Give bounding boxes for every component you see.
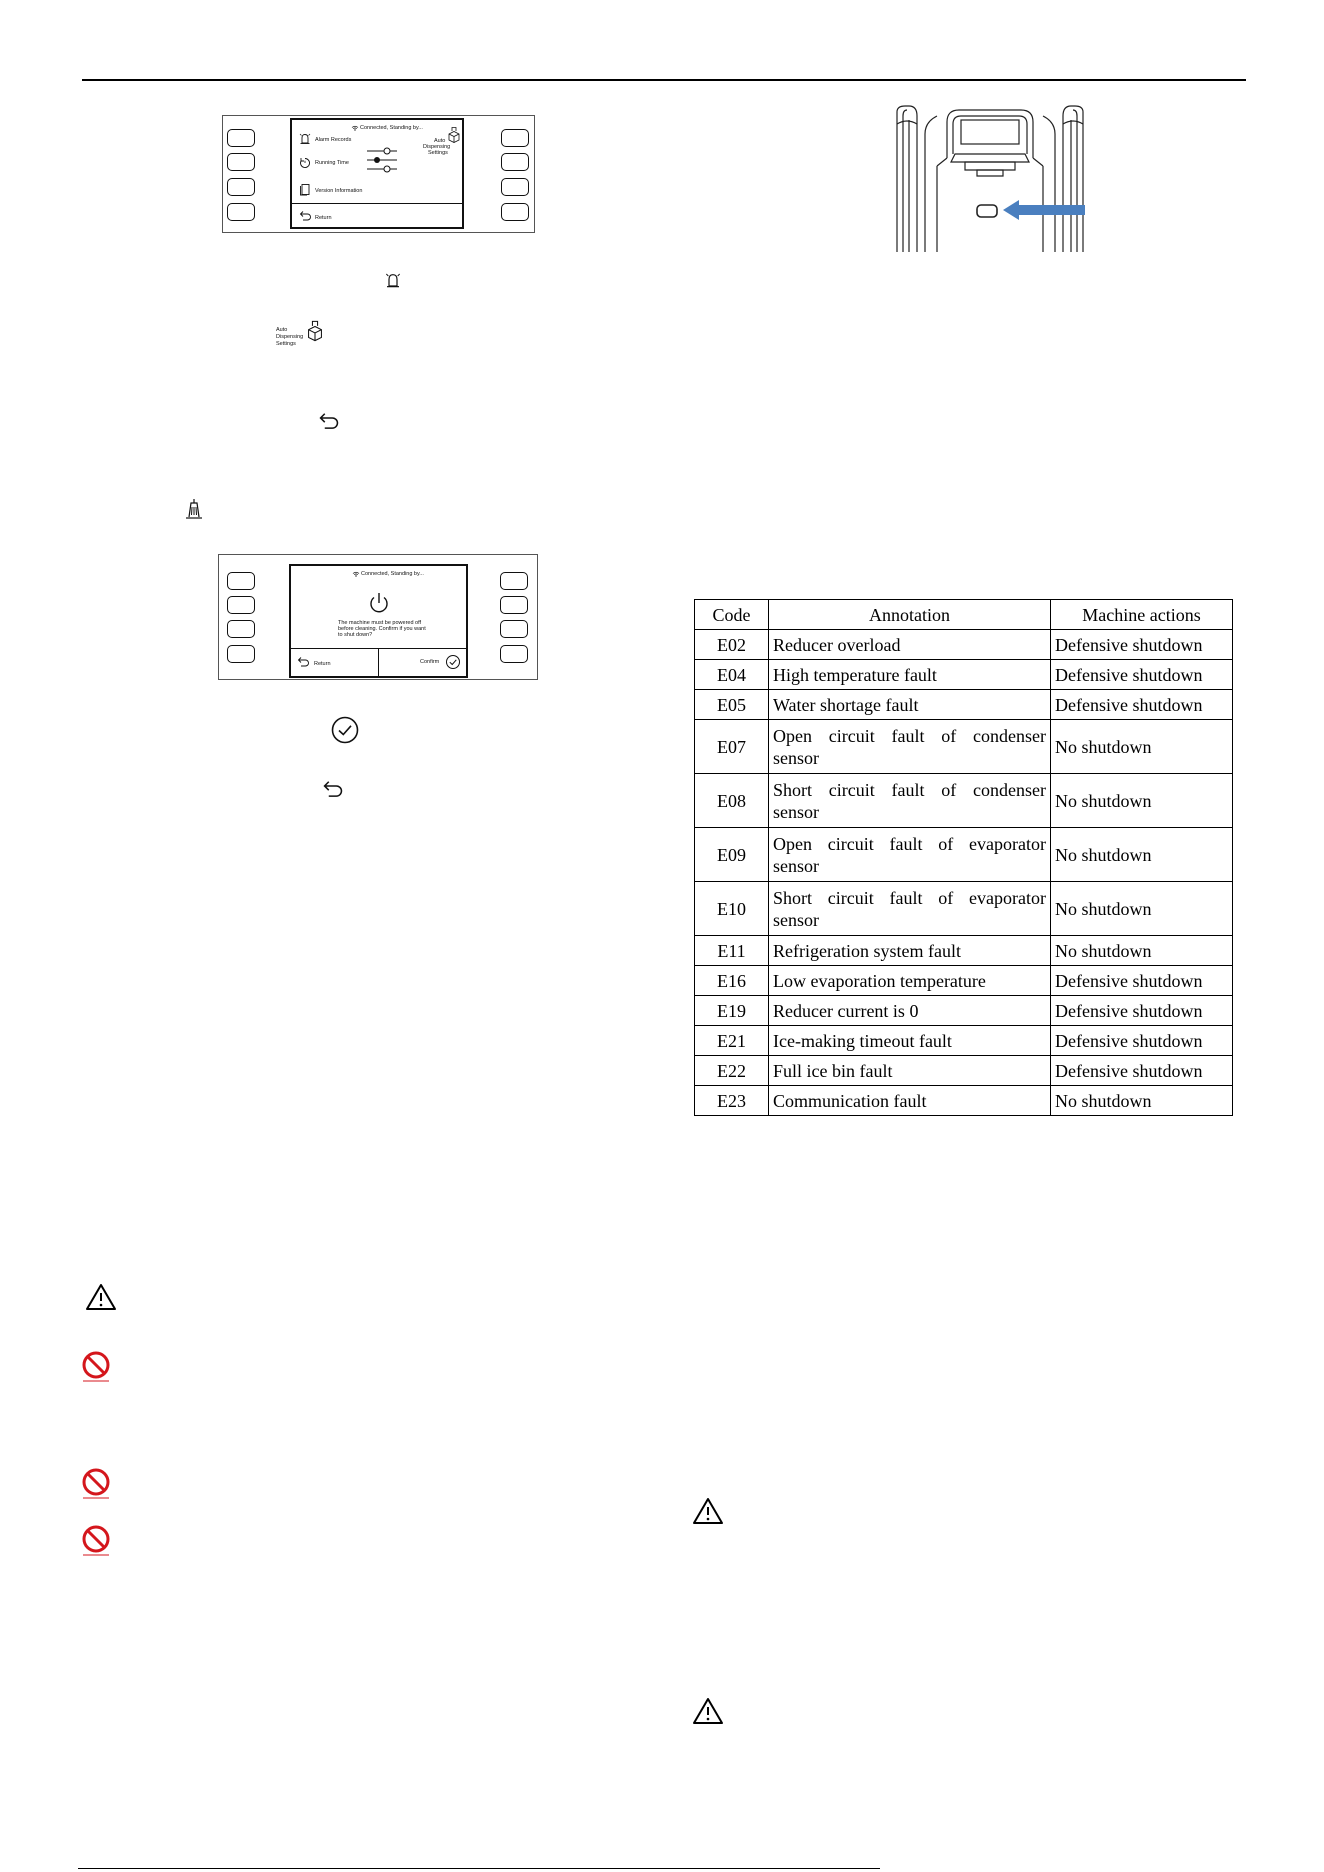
- status-text: Connected, Standing by...: [360, 125, 423, 131]
- return-arrow-icon: [318, 411, 340, 430]
- cell-action: Defensive shutdown: [1051, 1026, 1233, 1056]
- check-circle-icon: [445, 654, 461, 670]
- shutdown-message-line-1: The machine must be powered off: [338, 620, 422, 626]
- menu-running-time: Running Time: [315, 160, 349, 166]
- shutdown-message-line-2: before cleaning. Confirm if you want: [338, 626, 426, 632]
- panel-key-right-1: [501, 129, 529, 147]
- panel-key-right-2: [501, 153, 529, 171]
- prohibited-icon: [80, 1467, 112, 1499]
- table-row: [695, 1086, 1233, 1116]
- wifi-icon: [352, 571, 360, 577]
- cell-code: E11: [695, 936, 769, 966]
- warning-triangle-icon: [692, 1697, 724, 1725]
- cell-annotation: High temperature fault: [769, 660, 1051, 690]
- cell-annotation: Full ice bin fault: [769, 1056, 1051, 1086]
- cell-code: E07: [695, 720, 769, 774]
- machine-front-illustration: [895, 104, 1085, 252]
- power-icon: [367, 591, 391, 615]
- panel-key-left-1: [227, 572, 255, 590]
- panel-key-right-4: [501, 203, 529, 221]
- panel-key-left-2: [227, 596, 255, 614]
- cell-annotation: Open circuit fault of evaporator sensor: [769, 828, 1051, 882]
- cell-code: E23: [695, 1086, 769, 1116]
- panel-key-left-3: [227, 178, 255, 196]
- table-row: [695, 690, 1233, 720]
- sliders-icon: [365, 147, 399, 173]
- cell-code: E04: [695, 660, 769, 690]
- cell-annotation: Water shortage fault: [769, 690, 1051, 720]
- cell-action: No shutdown: [1051, 1086, 1233, 1116]
- menu-auto-line-2: Dispensing: [423, 144, 451, 150]
- cell-code: E16: [695, 966, 769, 996]
- return-arrow-icon: [297, 656, 310, 667]
- cell-code: E19: [695, 996, 769, 1026]
- panel-key-right-4: [500, 645, 528, 663]
- inline-auto-line-1: Auto: [276, 327, 288, 333]
- cell-code: E09: [695, 828, 769, 882]
- alarm-icon: [299, 132, 311, 145]
- status-text: Connected, Standing by...: [361, 571, 424, 577]
- cell-code: E22: [695, 1056, 769, 1086]
- table-row: [695, 882, 1233, 936]
- document-icon: [299, 183, 311, 196]
- panel-key-right-2: [500, 596, 528, 614]
- cell-code: E21: [695, 1026, 769, 1056]
- panel-screen-shutdown: [289, 564, 468, 678]
- panel-key-right-3: [501, 178, 529, 196]
- panel-key-right-1: [500, 572, 528, 590]
- inline-auto-line-2: Dispensing: [276, 334, 304, 340]
- cell-action: Defensive shutdown: [1051, 996, 1233, 1026]
- cell-annotation: Reducer current is 0: [769, 996, 1051, 1026]
- screen-vertical-divider: [378, 648, 379, 676]
- cell-annotation: Short circuit fault of evaporator sensor: [769, 882, 1051, 936]
- cell-action: Defensive shutdown: [1051, 660, 1233, 690]
- cell-action: Defensive shutdown: [1051, 690, 1233, 720]
- table-row: [695, 774, 1233, 828]
- box-icon: [306, 319, 324, 343]
- alarm-icon: [385, 271, 401, 289]
- confirm-label: Confirm: [420, 659, 440, 665]
- menu-version-information: Version Information: [315, 188, 363, 194]
- table-row: [695, 720, 1233, 774]
- return-arrow-icon: [299, 210, 312, 221]
- control-panel-figure-menu: [222, 115, 535, 233]
- check-circle-icon: [330, 715, 360, 745]
- cell-annotation: Open circuit fault of condenser sensor: [769, 720, 1051, 774]
- control-panel-figure-shutdown: [218, 554, 538, 680]
- cell-action: No shutdown: [1051, 936, 1233, 966]
- cell-action: No shutdown: [1051, 774, 1233, 828]
- cell-annotation: Communication fault: [769, 1086, 1051, 1116]
- table-row: [695, 828, 1233, 882]
- table-row: [695, 1056, 1233, 1086]
- wifi-icon: [351, 125, 359, 131]
- warning-triangle-icon: [85, 1283, 117, 1311]
- warning-triangle-icon: [692, 1497, 724, 1525]
- menu-auto-line-1: Auto: [434, 138, 446, 144]
- return-label: Return: [315, 215, 332, 221]
- cell-action: No shutdown: [1051, 882, 1233, 936]
- cell-action: No shutdown: [1051, 828, 1233, 882]
- table-row: [695, 630, 1233, 660]
- prohibited-icon: [80, 1350, 112, 1382]
- cell-code: E02: [695, 630, 769, 660]
- screen-divider: [292, 203, 462, 204]
- panel-screen-menu: [290, 118, 464, 229]
- cell-annotation: Refrigeration system fault: [769, 936, 1051, 966]
- table-row: [695, 660, 1233, 690]
- prohibited-icon: [80, 1524, 112, 1556]
- menu-auto-line-3: Settings: [428, 150, 448, 156]
- return-label: Return: [314, 661, 331, 667]
- inline-auto-line-3: Settings: [276, 341, 296, 347]
- cell-code: E10: [695, 882, 769, 936]
- table-row: [695, 996, 1233, 1026]
- header-rule: [82, 79, 1246, 81]
- table-row: [695, 966, 1233, 996]
- shutdown-message-line-3: to shut down?: [338, 632, 373, 638]
- header-annotation: Annotation: [769, 600, 1051, 630]
- panel-key-right-3: [500, 620, 528, 638]
- header-code: Code: [695, 600, 769, 630]
- cell-action: Defensive shutdown: [1051, 630, 1233, 660]
- cell-annotation: Short circuit fault of condenser sensor: [769, 774, 1051, 828]
- panel-key-left-4: [227, 203, 255, 221]
- fault-code-table: [694, 599, 1233, 1116]
- panel-key-left-2: [227, 153, 255, 171]
- cleaning-icon: [182, 497, 206, 521]
- stopwatch-icon: [299, 156, 311, 169]
- cell-code: E05: [695, 690, 769, 720]
- cell-annotation: Low evaporation temperature: [769, 966, 1051, 996]
- header-machine-actions: Machine actions: [1051, 600, 1233, 630]
- cell-action: No shutdown: [1051, 720, 1233, 774]
- cell-code: E08: [695, 774, 769, 828]
- panel-key-left-3: [227, 620, 255, 638]
- panel-key-left-1: [227, 129, 255, 147]
- cell-action: Defensive shutdown: [1051, 966, 1233, 996]
- footer-rule: [78, 1868, 880, 1869]
- box-icon: [447, 126, 461, 144]
- cell-action: Defensive shutdown: [1051, 1056, 1233, 1086]
- cell-annotation: Ice-making timeout fault: [769, 1026, 1051, 1056]
- table-row: [695, 1026, 1233, 1056]
- table-header-row: [695, 600, 1233, 630]
- table-row: [695, 936, 1233, 966]
- cell-annotation: Reducer overload: [769, 630, 1051, 660]
- panel-key-left-4: [227, 645, 255, 663]
- return-arrow-icon: [322, 779, 344, 798]
- menu-alarm-records: Alarm Records: [315, 137, 352, 143]
